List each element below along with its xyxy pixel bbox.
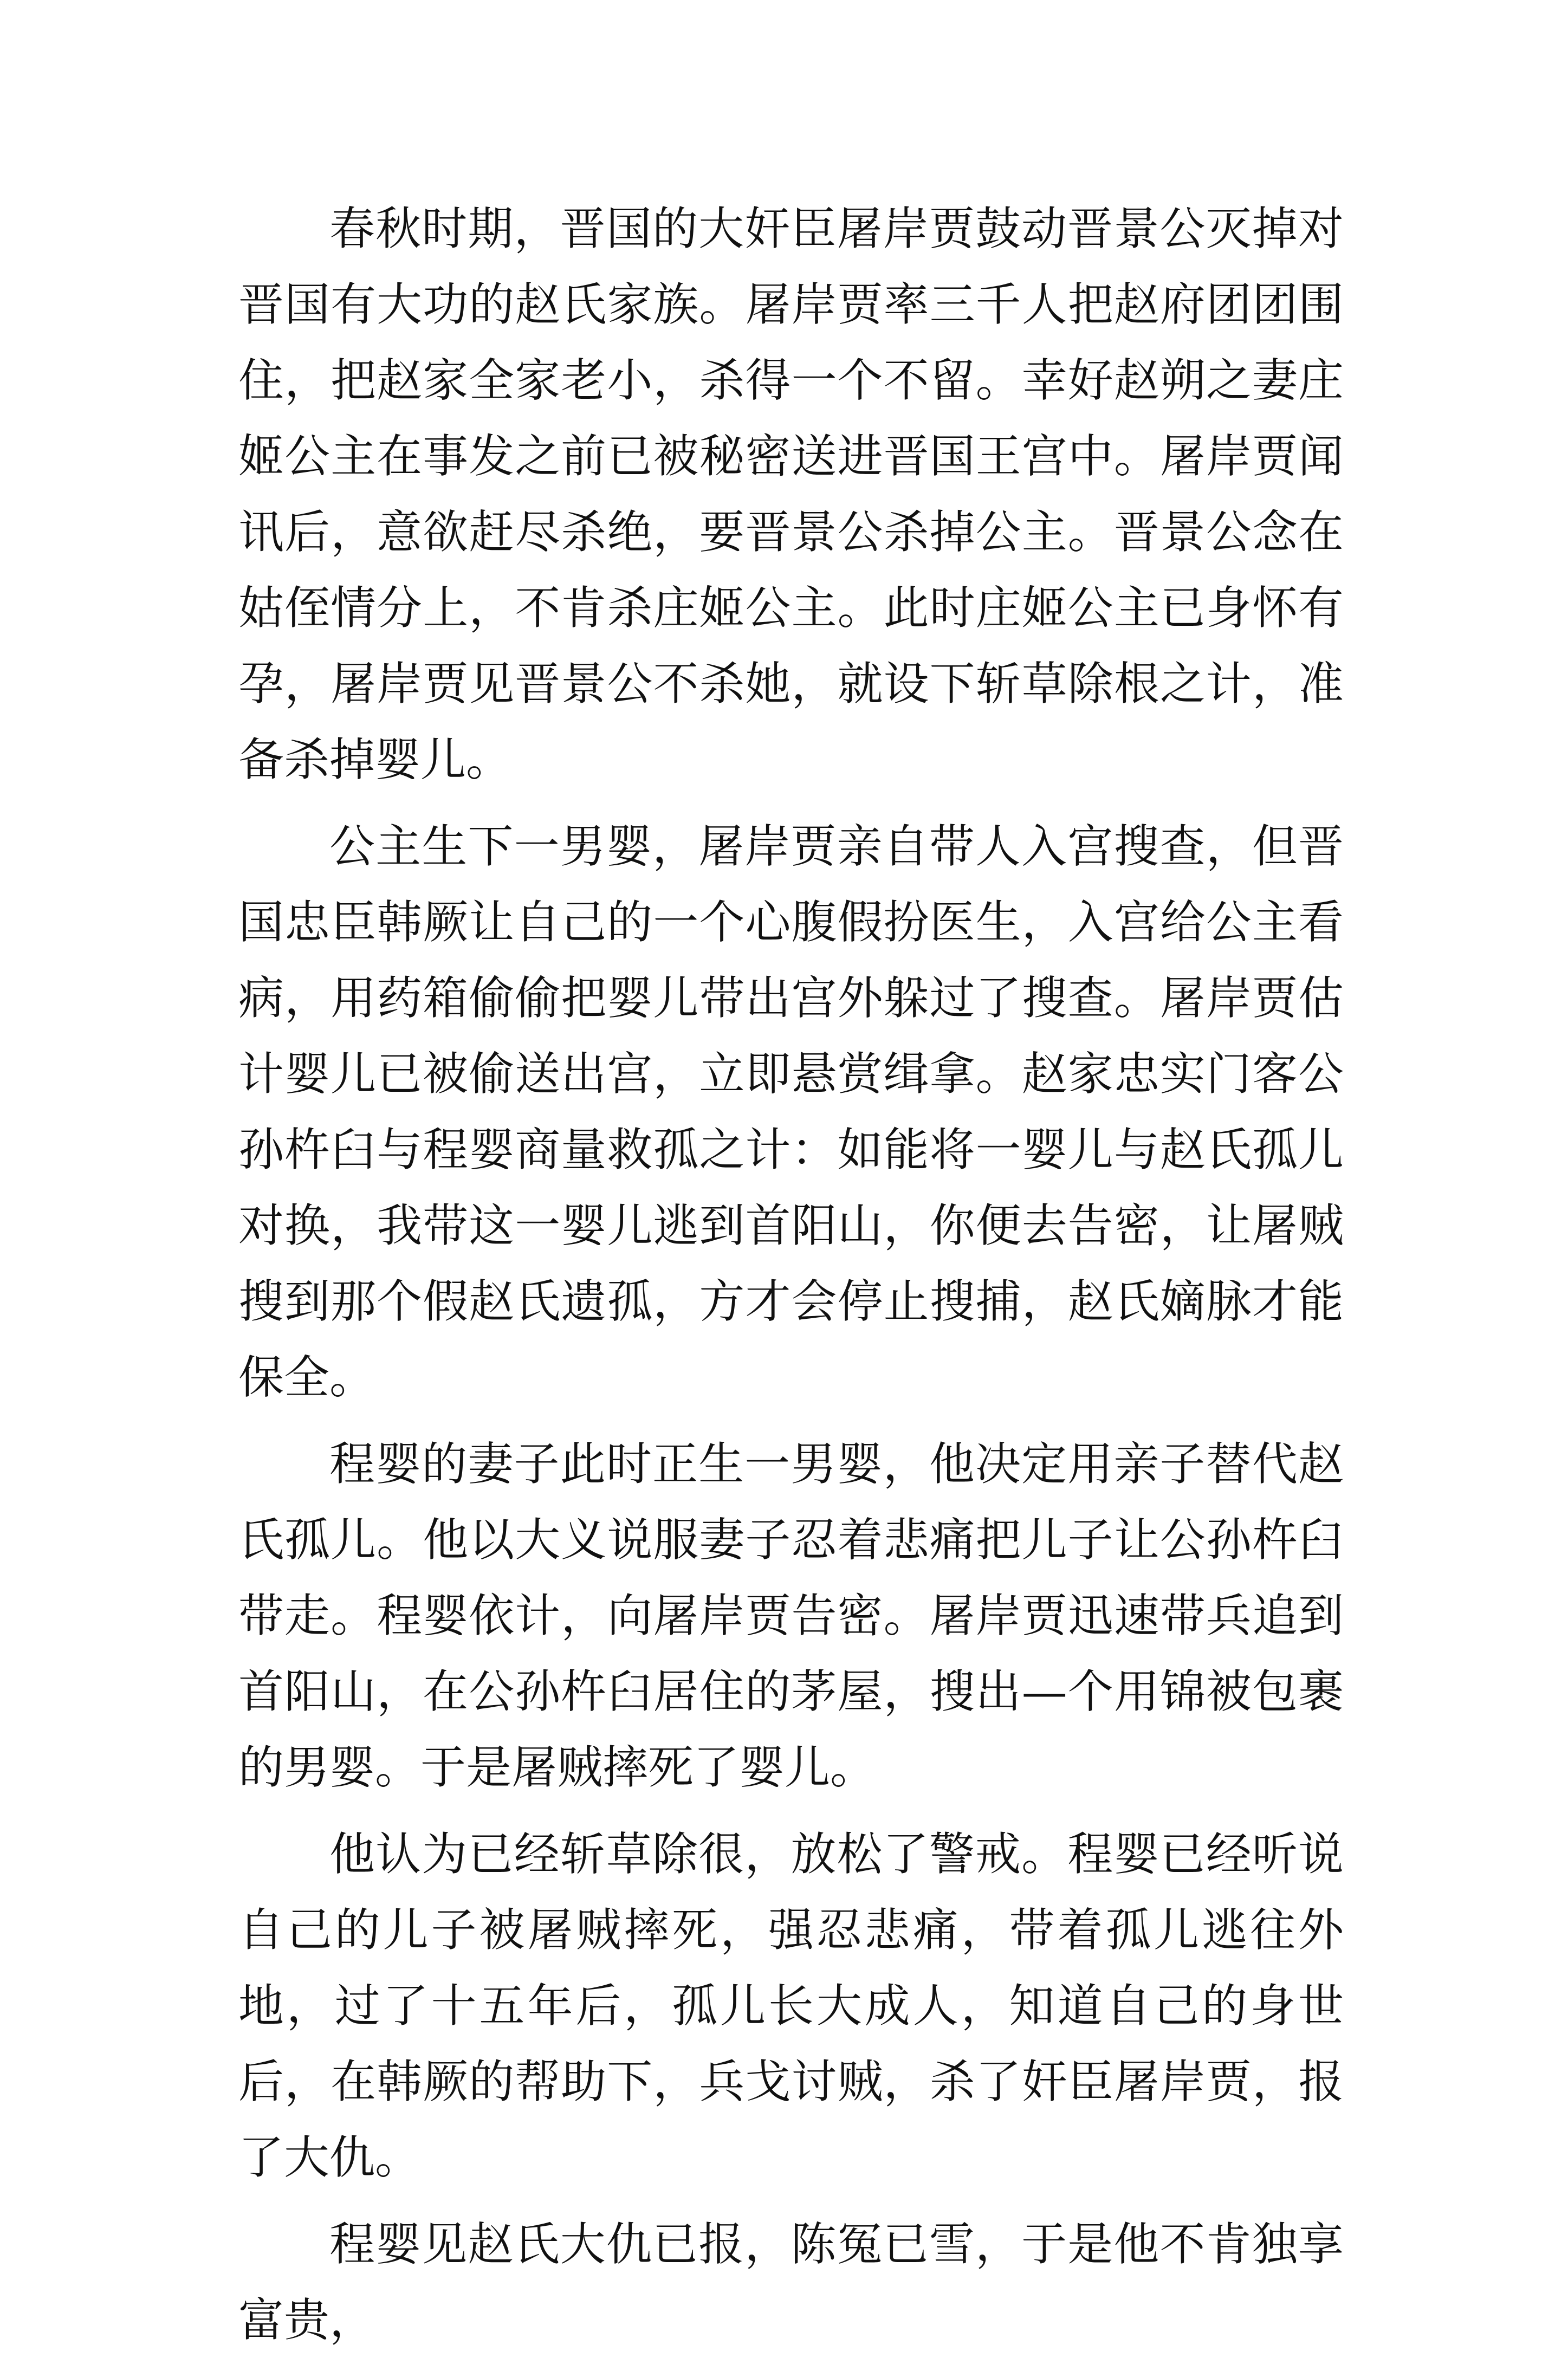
- paragraph-1: 春秋时期，晋国的大奸臣屠岸贾鼓动晋景公灭掉对晋国有大功的赵氏家族。屠岸贾率三千人把赵府团团围住，把赵家全家老小，杀得一个不留。幸好赵朔之妻庄姬公主在事发之前已被秘密送进晋国王宫中。屠岸贾闻讯后，意欲赶尽杀绝，要晋景公杀掉公主。晋景公念在姑侄情分上，不肯杀庄姬公主。此时庄姬公主已身怀有孕，屠岸贾见晋景公不杀她，就设下斩草除根之计，准备杀掉婴儿。: [238, 202, 1344, 786]
- paragraph-2: 公主生下一男婴，屠岸贾亲自带人入宫搜查，但晋国忠臣韩厥让自己的一个心腹假扮医生，入宫给公主看病，用药箱偷偷把婴儿带出宫外躲过了搜查。屠岸贾估计婴儿已被偷送出宫，立即悬赏缉拿。赵家忠实门客公孙杵臼与程婴商量救孤之计：如能将一婴儿与赵氏孤儿对换，我带这一婴儿逃到首阳山，你便去告密，让屠贼搜到那个假赵氏遗孤，方才会停止搜捕，赵氏嫡脉才能保全。: [238, 820, 1344, 1404]
- paragraph-3: 程婴的妻子此时正生一男婴，他决定用亲子替代赵氏孤儿。他以大义说服妻子忍着悲痛把儿子让公孙杵臼带走。程婴依计，向屠岸贾告密。屠岸贾迅速带兵追到首阳山，在公孙杵臼居住的茅屋，搜出—个用锦被包裹的男婴。于是屠贼摔死了婴儿。: [238, 1437, 1344, 1794]
- paragraph-4: 他认为已经斩草除很，放松了警戒。程婴已经听说自己的儿子被屠贼摔死，强忍悲痛，带着孤儿逃往外地，过了十五年后，孤儿长大成人，知道自己的身世后，在韩厥的帮助下，兵戈讨贼，杀了奸臣屠岸贾，报了大仇。: [238, 1828, 1344, 2184]
- paragraph-5: 程婴见赵氏大仇已报，陈冤已雪，于是他不肯独享富贵，: [238, 2218, 1344, 2347]
- document-body: [238, 191, 1344, 2358]
